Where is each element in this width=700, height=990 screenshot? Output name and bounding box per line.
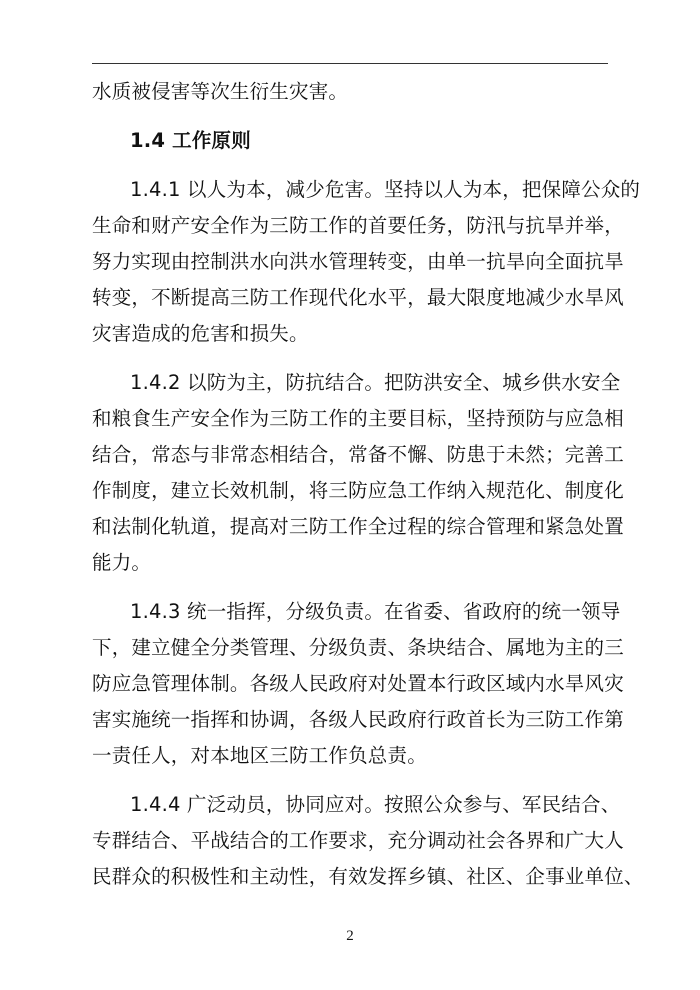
- text-line: 水质被侵害等次生衍生灾害。: [92, 80, 349, 103]
- text-line: 灾害造成的危害和损失。: [92, 322, 309, 345]
- text-line: 一责任人，对本地区三防工作负总责。: [92, 744, 427, 767]
- text-line: 生命和财产安全作为三防工作的首要任务，防汛与抗旱并举，: [92, 214, 624, 237]
- text-line: 结合，常态与非常态相结合，常备不懈、防患于未然；完善工: [92, 443, 624, 466]
- text-line: 努力实现由控制洪水向洪水管理转变，由单一抗旱向全面抗旱: [92, 250, 624, 273]
- text-line: 1.4.4 广泛动员，协同应对。按照公众参与、军民结合、: [130, 793, 621, 816]
- text-line: 民群众的积极性和主动性，有效发挥乡镇、社区、企事业单位、: [92, 865, 644, 888]
- text-line: 能力。: [92, 551, 152, 574]
- paragraph-1-4-3: [92, 594, 624, 774]
- text-line: 和粮食生产安全作为三防工作的主要目标，坚持预防与应急相: [92, 407, 624, 430]
- text-line: 害实施统一指挥和协调，各级人民政府行政首长为三防工作第: [92, 708, 624, 731]
- header-rule: [92, 63, 608, 64]
- text-line: 专群结合、平战结合的工作要求，充分调动社会各界和广大人: [92, 829, 624, 852]
- text-line: 下，建立健全分类管理、分级负责、条块结合、属地为主的三: [92, 636, 624, 659]
- text-line: 作制度，建立长效机制，将三防应急工作纳入规范化、制度化: [92, 479, 624, 502]
- section-heading: 1.4 工作原则: [130, 129, 251, 152]
- paragraph-1-4-2: [92, 365, 624, 581]
- paragraph-1-4-1: [92, 172, 641, 352]
- text-line: 和法制化轨道，提高对三防工作全过程的综合管理和紧急处置: [92, 515, 624, 538]
- body-text: [92, 74, 644, 895]
- text-line: 1.4.3 统一指挥，分级负责。在省委、省政府的统一领导: [130, 600, 621, 623]
- text-line: 1.4.1 以人为本，减少危害。坚持以人为本，把保障公众的: [130, 178, 641, 201]
- text-line: 1.4.2 以防为主，防抗结合。把防洪安全、城乡供水安全: [130, 371, 621, 394]
- text-line: 防应急管理体制。各级人民政府对处置本行政区域内水旱风灾: [92, 672, 624, 695]
- paragraph-1-4-4: [92, 787, 644, 895]
- page-number: 2: [346, 928, 354, 944]
- text-line: 转变，不断提高三防工作现代化水平，最大限度地减少水旱风: [92, 286, 624, 309]
